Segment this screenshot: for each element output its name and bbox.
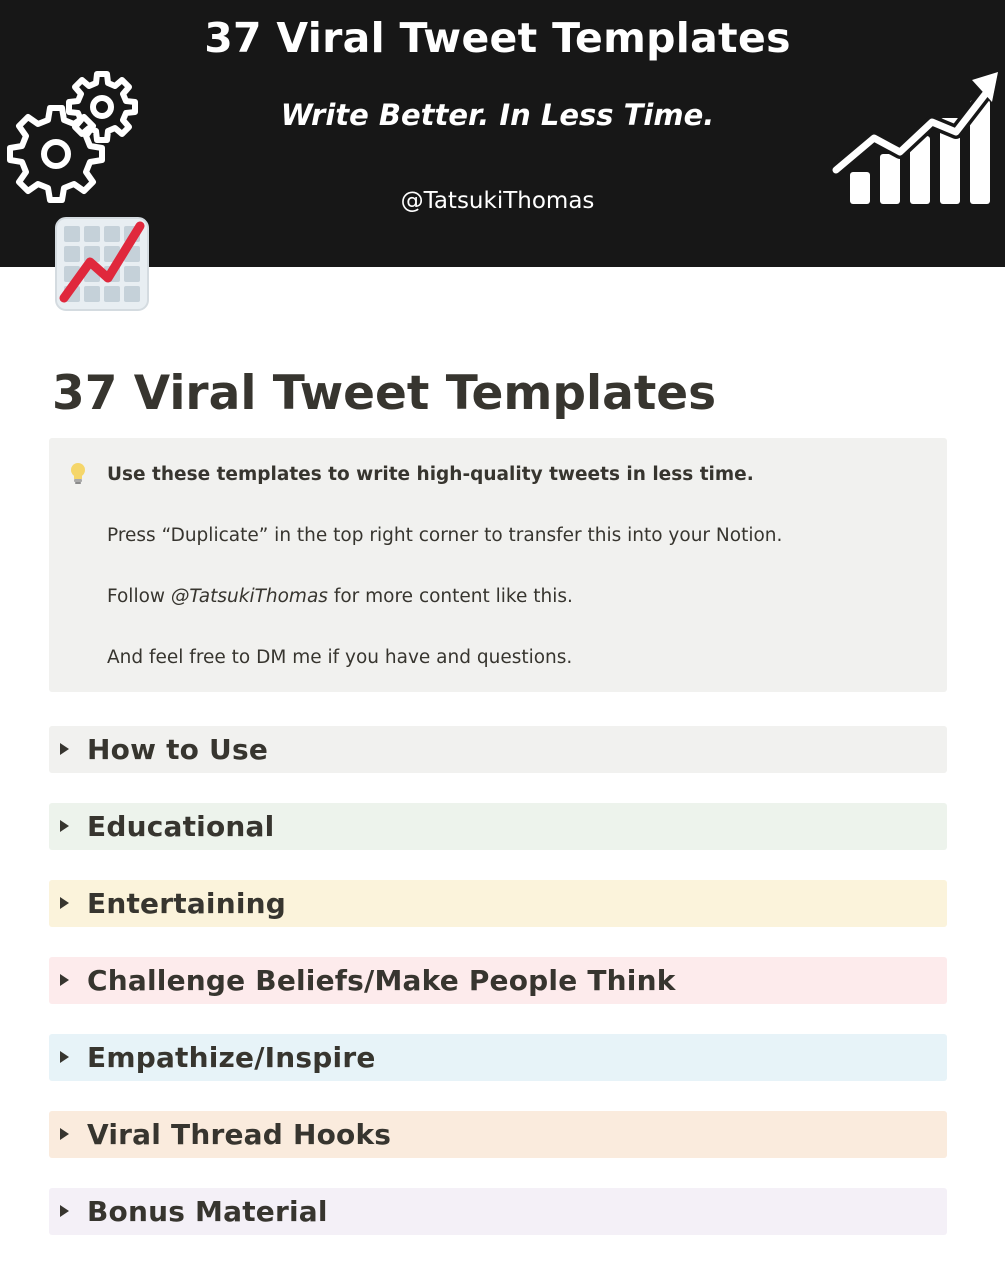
toggle-label: How to Use <box>87 733 269 766</box>
gears-icon <box>4 68 146 206</box>
callout-dm-text: And feel free to DM me if you have and questions. <box>107 647 573 668</box>
toggle-arrow-icon[interactable] <box>60 974 69 986</box>
toggle-arrow-icon[interactable] <box>60 1051 69 1063</box>
cover-title: 37 Viral Tweet Templates <box>204 14 791 62</box>
callout-follow-handle[interactable]: @TatsukiThomas <box>170 586 328 607</box>
growth-chart-icon <box>830 66 1002 206</box>
toggle-label: Viral Thread Hooks <box>87 1118 392 1151</box>
toggle-challenge-beliefs[interactable] <box>49 957 947 1004</box>
callout-follow-suffix: for more content like this. <box>327 586 573 607</box>
toggle-arrow-icon[interactable] <box>60 1205 69 1217</box>
toggle-label: Educational <box>87 810 275 843</box>
callout-follow-text <box>107 586 573 607</box>
cover-handle: @TatsukiThomas <box>400 188 595 214</box>
toggle-label: Empathize/Inspire <box>87 1041 376 1074</box>
toggle-empathize-inspire[interactable] <box>49 1034 947 1081</box>
toggle-how-to-use[interactable] <box>49 726 947 773</box>
page-title: 37 Viral Tweet Templates <box>52 366 717 421</box>
chart-increasing-emoji-icon <box>54 216 150 312</box>
toggle-educational[interactable] <box>49 803 947 850</box>
callout-intro-text: Use these templates to write high-quality tweets in less time. <box>107 464 754 485</box>
toggle-viral-thread-hooks[interactable] <box>49 1111 947 1158</box>
callout-follow-prefix: Follow <box>107 586 171 607</box>
cover-banner <box>0 0 1005 267</box>
toggle-arrow-icon[interactable] <box>60 897 69 909</box>
cover-tagline: Write Better. In Less Time. <box>280 98 715 132</box>
toggle-entertaining[interactable] <box>49 880 947 927</box>
callout-box <box>49 438 947 692</box>
toggle-bonus-material[interactable] <box>49 1188 947 1235</box>
callout-duplicate-text: Press “Duplicate” in the top right corner to transfer this into your Notion. <box>107 525 783 546</box>
toggle-arrow-icon[interactable] <box>60 820 69 832</box>
toggle-label: Challenge Beliefs/Make People Think <box>87 964 676 997</box>
lightbulb-icon <box>69 462 87 486</box>
toggle-arrow-icon[interactable] <box>60 1128 69 1140</box>
toggle-label: Bonus Material <box>87 1195 328 1228</box>
toggle-label: Entertaining <box>87 887 287 920</box>
toggle-arrow-icon[interactable] <box>60 743 69 755</box>
